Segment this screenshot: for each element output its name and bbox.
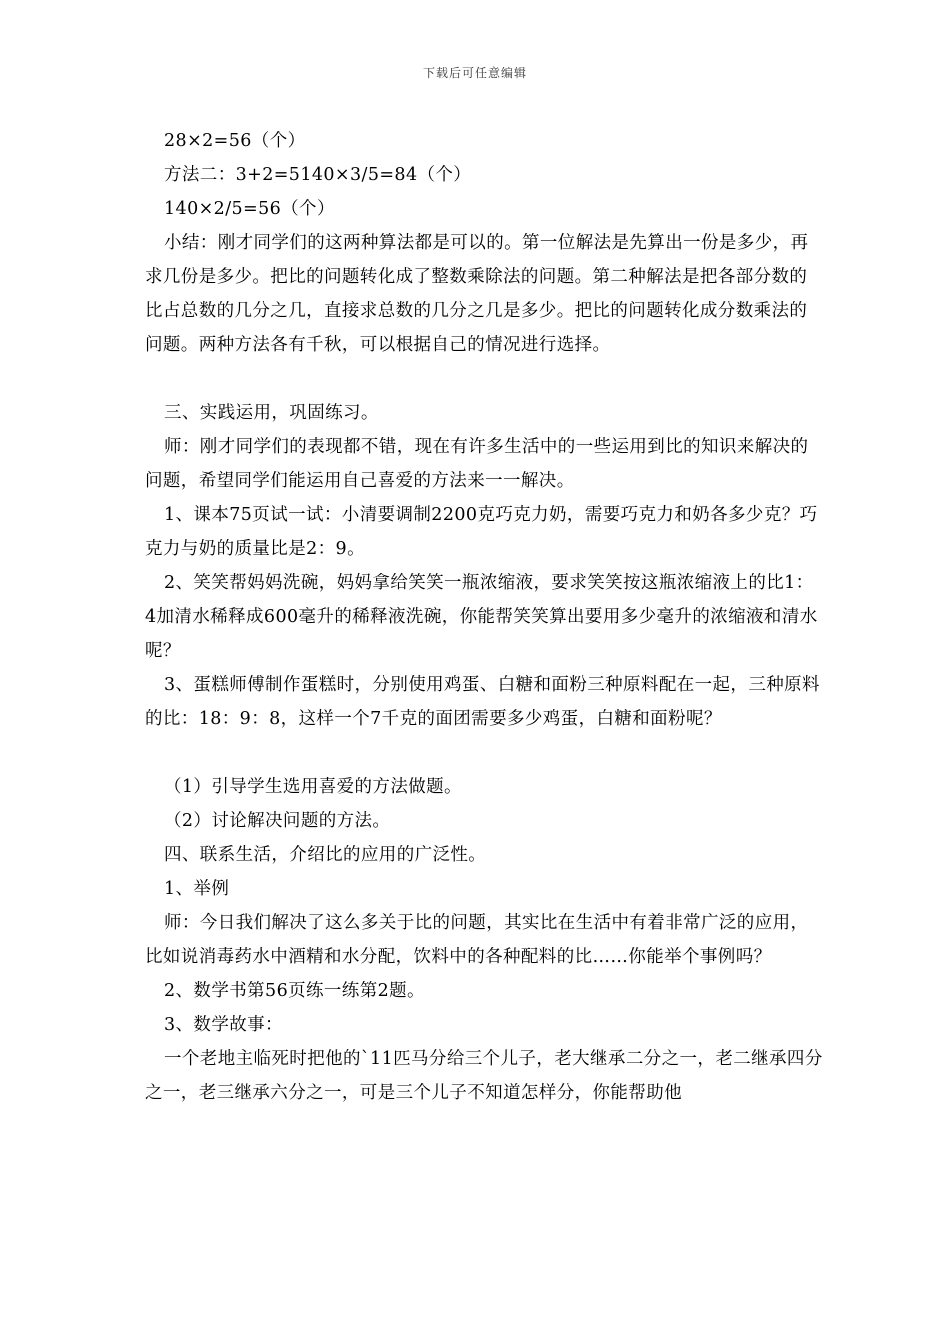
paragraph: 方法二：3+2=5140×3/5=84（个） xyxy=(164,165,472,185)
exercise-item: 2、笑笑帮妈妈洗碗，妈妈拿给笑笑一瓶浓缩液，要求笑笑按这瓶浓缩液上的比1：4加清水稀释成600毫升的稀释液洗碗，你能帮笑笑算出要用多少毫升的浓缩液和清水呢？ xyxy=(145,573,818,661)
paragraph: 140×2/5=56（个） xyxy=(164,199,335,219)
paragraph: 3、数学故事： xyxy=(164,1015,283,1035)
paragraph: 1、举例 xyxy=(164,879,230,899)
paragraph: （1）引导学生选用喜爱的方法做题。 xyxy=(164,777,462,797)
paragraph: 28×2=56（个） xyxy=(164,131,306,151)
section-heading: 三、实践运用，巩固练习。 xyxy=(164,403,379,423)
blank-line xyxy=(145,736,825,770)
document-body xyxy=(145,124,825,1110)
paragraph: （2）讨论解决问题的方法。 xyxy=(164,811,391,831)
paragraph: 师：刚才同学们的表现都不错，现在有许多生活中的一些运用到比的知识来解决的问题，希望同学们能运用自己喜爱的方法来一一解决。 xyxy=(145,437,809,491)
blank-line xyxy=(145,362,825,396)
exercise-item: 3、蛋糕师傅制作蛋糕时，分别使用鸡蛋、白糖和面粉三种原料配在一起，三种原料的比：18：9：8，这样一个7千克的面团需要多少鸡蛋，白糖和面粉呢？ xyxy=(145,675,820,729)
paragraph: 一个老地主临死时把他的`11匹马分给三个儿子，老大继承二分之一，老二继承四分之一，老三继承六分之一，可是三个儿子不知道怎样分，你能帮助他 xyxy=(145,1049,823,1103)
section-heading: 四、联系生活，介绍比的应用的广泛性。 xyxy=(164,845,487,865)
paragraph: 2、数学书第56页练一练第2题。 xyxy=(164,981,425,1001)
page-header: 下载后可任意编辑 xyxy=(422,66,527,80)
paragraph: 小结：刚才同学们的这两种算法都是可以的。第一位解法是先算出一份是多少，再求几份是多少。把比的问题转化成了整数乘除法的问题。第二种解法是把各部分数的比占总数的几分之几，直接求总数的几分之几是多少。把比的问题转化成分数乘法的问题。两种方法各有千秋，可以根据自己的情况进行选择。 xyxy=(145,233,809,355)
paragraph: 师：今日我们解决了这么多关于比的问题，其实比在生活中有着非常广泛的应用，比如说消毒药水中酒精和水分配，饮料中的各种配料的比……你能举个事例吗？ xyxy=(145,913,809,967)
exercise-item: 1、课本75页试一试：小清要调制2200克巧克力奶，需要巧克力和奶各多少克？巧克力与奶的质量比是2：9。 xyxy=(145,505,818,559)
